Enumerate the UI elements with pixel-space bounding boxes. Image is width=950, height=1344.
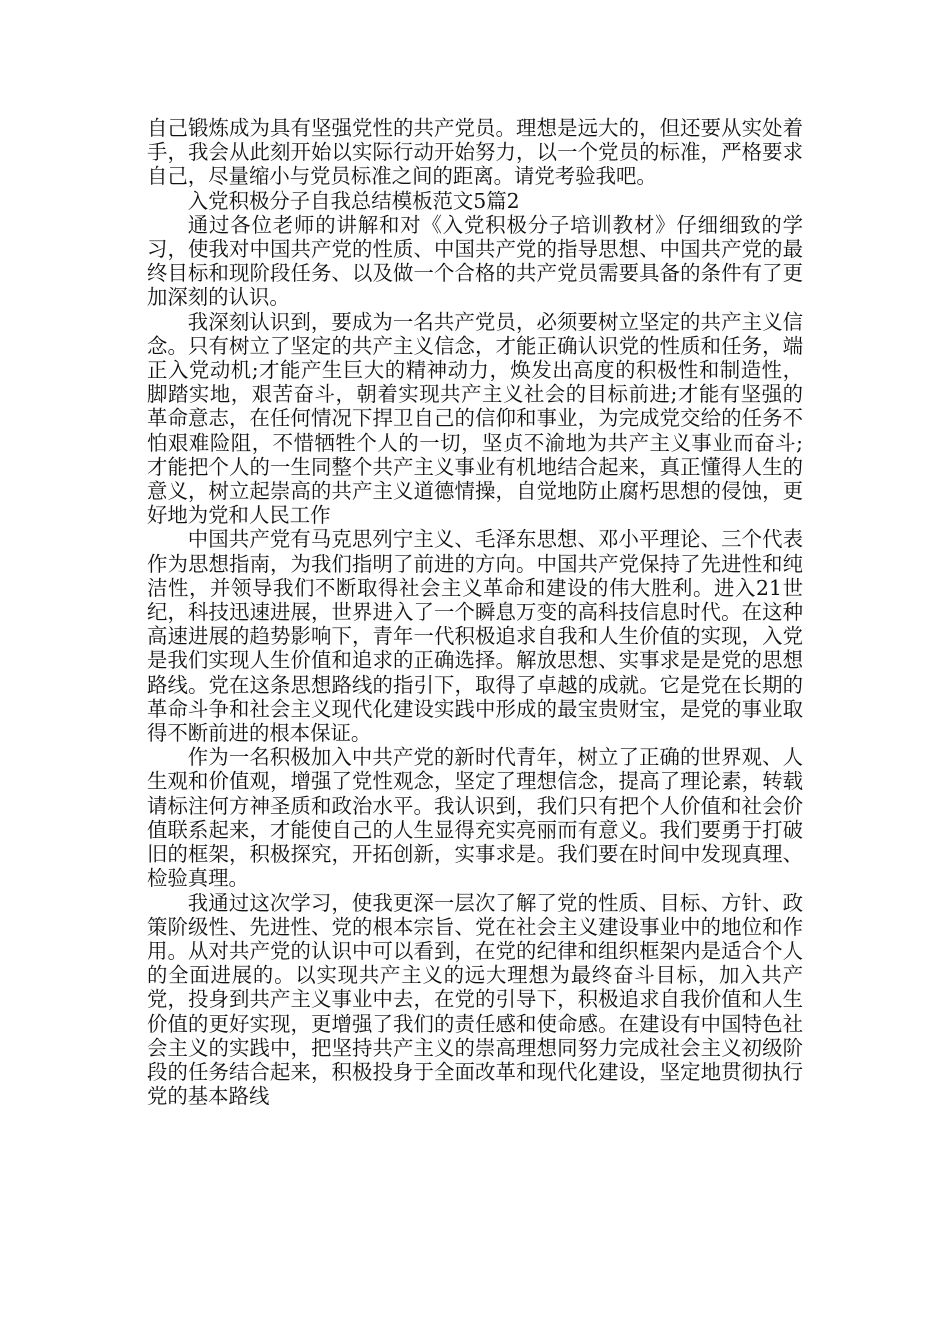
paragraph-youth: 作为一名积极加入中共产党的新时代青年，树立了正确的世界观、人生观和价值观，增强了党性观念，坚定了理想信念，提高了理论素，转载请标注何方神圣质和政治水平。我认识到，我们只有把个人价值和社会价值联系起来，才能使自己的人生显得充实亮丽而有意义。我们要勇于打破旧的框架，积极探究，开拓创新，实事求是。我们要在时间中发现真理、检验真理。 — [147, 745, 803, 891]
section-title: 入党积极分子自我总结模板范文5篇2 — [187, 188, 520, 213]
paragraph-study: 我通过这次学习，使我更深一层次了解了党的性质、目标、方针、政策阶级性、先进性、党的根本宗旨、党在社会主义建设事业中的地位和作用。从对共产党的认识中可以看到，在党的纪律和组织框架内是适合个人的全面进展的。以实现共产主义的远大理想为最终奋斗目标，加入共产党，投身到共产主义事业中去，在党的引导下，积极追求自我价值和人生价值的更好实现，更增强了我们的责任感和使命感。在建设有中国特色社会主义的实践中，把坚持共产主义的崇高理想同努力完成社会主义初级阶段的任务结合起来，积极投身于全面改革和现代化建设，坚定地贯彻执行党的基本路线 — [147, 890, 803, 1109]
document-page — [147, 116, 803, 1108]
paragraph-continuation: 自己锻炼成为具有坚强党性的共产党员。理想是远大的，但还要从实处着手，我会从此刻开始以实际行动开始努力，以一个党员的标准，严格要求自己，尽量缩小与党员标准之间的距离。请党考验我吧。 — [147, 116, 803, 189]
paragraph-belief: 我深刻认识到，要成为一名共产党员，必须要树立坚定的共产主义信念。只有树立了坚定的共产主义信念，才能正确认识党的性质和任务，端正入党动机;才能产生巨大的精神动力，焕发出高度的积极性和制造性，脚踏实地，艰苦奋斗，朝着实现共产主义社会的目标前进;才能有坚强的革命意志，在任何情况下捍卫自己的信仰和事业，为完成党交给的任务不怕艰难险阻，不惜牺牲个人的一切，坚贞不渝地为共产主义事业而奋斗;才能把个人的一生同整个共产主义事业有机地结合起来，真正懂得人生的意义，树立起崇高的共产主义道德情操，自觉地防止腐朽思想的侵蚀，更好地为党和人民工作 — [147, 309, 803, 528]
paragraph-intro: 通过各位老师的讲解和对《入党积极分子培训教材》仔细细致的学习，使我对中国共产党的性质、中国共产党的指导思想、中国共产党的最终目标和现阶段任务、以及做一个合格的共产党员需要具备的条件有了更加深刻的认识。 — [147, 212, 803, 310]
paragraph-guidance: 中国共产党有马克思列宁主义、毛泽东思想、邓小平理论、三个代表作为思想指南，为我们指明了前进的方向。中国共产党保持了先进性和纯洁性，并领导我们不断取得社会主义革命和建设的伟大胜利。进入21世纪，科技迅速进展，世界进入了一个瞬息万变的高科技信息时代。在这种高速进展的趋势影响下，青年一代积极追求自我和人生价值的实现，入党是我们实现人生价值和追求的正确选择。解放思想、实事求是是党的思想路线。党在这条思想路线的指引下，取得了卓越的成就。它是党在长期的革命斗争和社会主义现代化建设实践中形成的最宝贵财宝，是党的事业取得不断前进的根本保证。 — [147, 527, 803, 746]
